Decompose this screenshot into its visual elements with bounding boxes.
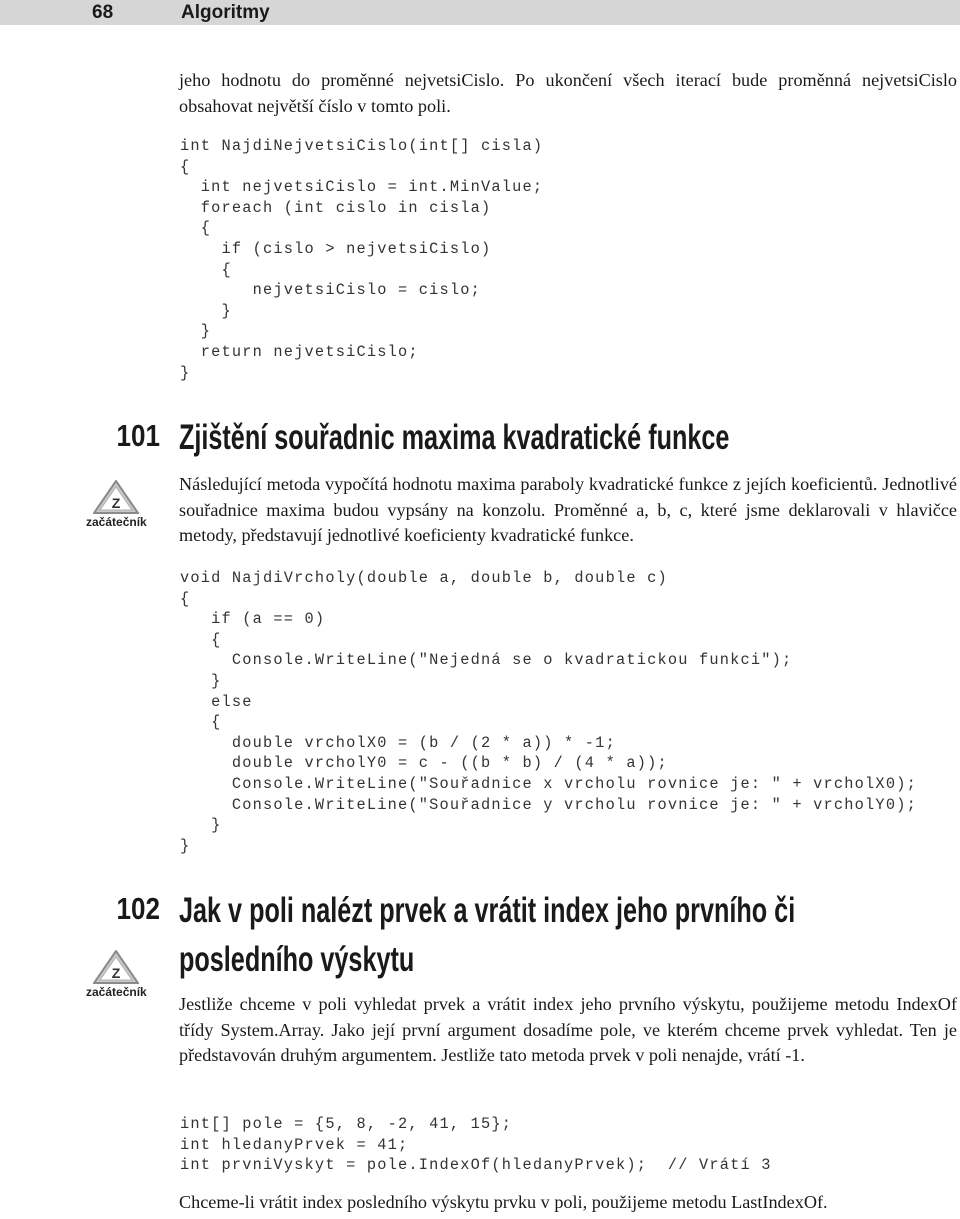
intro-paragraph: jeho hodnotu do proměnné nejvetsiCislo. Po ukončení všech iterací bude proměnná nejvetsiCislo obsahovat největší číslo v tomto poli. <box>179 70 957 116</box>
level-letter: Z <box>111 965 121 981</box>
section-heading-102-line2: posledního výskytu <box>179 940 415 979</box>
section-number-101: 101 <box>116 418 160 453</box>
section-102-paragraph: Jestliže chceme v poli vyhledat prvek a vrátit index jeho prvního výskytu, použijeme metodu IndexOf třídy System.Array. Jako její první argument dosadíme pole, ve kterém chceme prvek vyhledat. Ten je představován druhým argumentem. Jestliže tato metoda prvek v poli nenajde, vrátí -1. <box>179 994 957 1065</box>
page-number: 68 <box>92 2 114 23</box>
section-102-last-paragraph: Chceme-li vrátit index posledního výskytu prvku v poli, použijeme metodu LastIndexOf. <box>179 1192 828 1212</box>
level-letter: Z <box>111 495 121 511</box>
chapter-title: Algoritmy <box>181 2 270 23</box>
section-number-102: 102 <box>116 891 160 926</box>
code-block-indexof: int[] pole = {5, 8, -2, 41, 15}; int hledanyPrvek = 41; int prvniVyskyt = pole.IndexOf(hledanyPrvek); // Vrátí 3 <box>180 1115 772 1175</box>
level-badge-101 <box>86 480 146 529</box>
level-label: začátečník <box>86 515 147 529</box>
section-heading-102-line1: Jak v poli nalézt prvek a vrátit index jeho prvního či <box>179 891 796 930</box>
level-label: začátečník <box>86 985 147 999</box>
section-heading-101: Zjištění souřadnic maxima kvadratické funkce <box>179 418 730 457</box>
page-header <box>0 0 960 25</box>
warning-triangle-icon <box>93 480 139 514</box>
section-101-paragraph: Následující metoda vypočítá hodnotu maxima paraboly kvadratické funkce z jejích koeficientů. Jednotlivé souřadnice maxima budou vypsány na konzolu. Proměnné a, b, c, které jsme deklarovali v hlavičce metody, představují jednotlivé koeficienty kvadratické funkce. <box>179 474 957 545</box>
level-badge-102 <box>86 950 146 999</box>
code-block-najdi-nejvetsi: int NajdiNejvetsiCislo(int[] cisla) { int nejvetsiCislo = int.MinValue; foreach (int cislo in cisla) { if (cislo > nejvetsiCislo) { nejvetsiCislo = cislo; } } return nejvetsiCislo; } <box>180 137 544 382</box>
warning-triangle-icon <box>93 950 139 984</box>
code-block-najdi-vrcholy: void NajdiVrcholy(double a, double b, double c) { if (a == 0) { Console.WriteLine("Nejedná se o kvadratickou funkci"); } else { double vrcholX0 = (b / (2 * a)) * -1; double vrcholY0 = c - ((b * b) / (4 * a)); Console.WriteLine("Souřadnice x vrcholu rovnice je: " + vrcholX0); Console.WriteLine("Souřadnice y vrcholu rovnice je: " + vrcholY0); } } <box>180 569 917 855</box>
